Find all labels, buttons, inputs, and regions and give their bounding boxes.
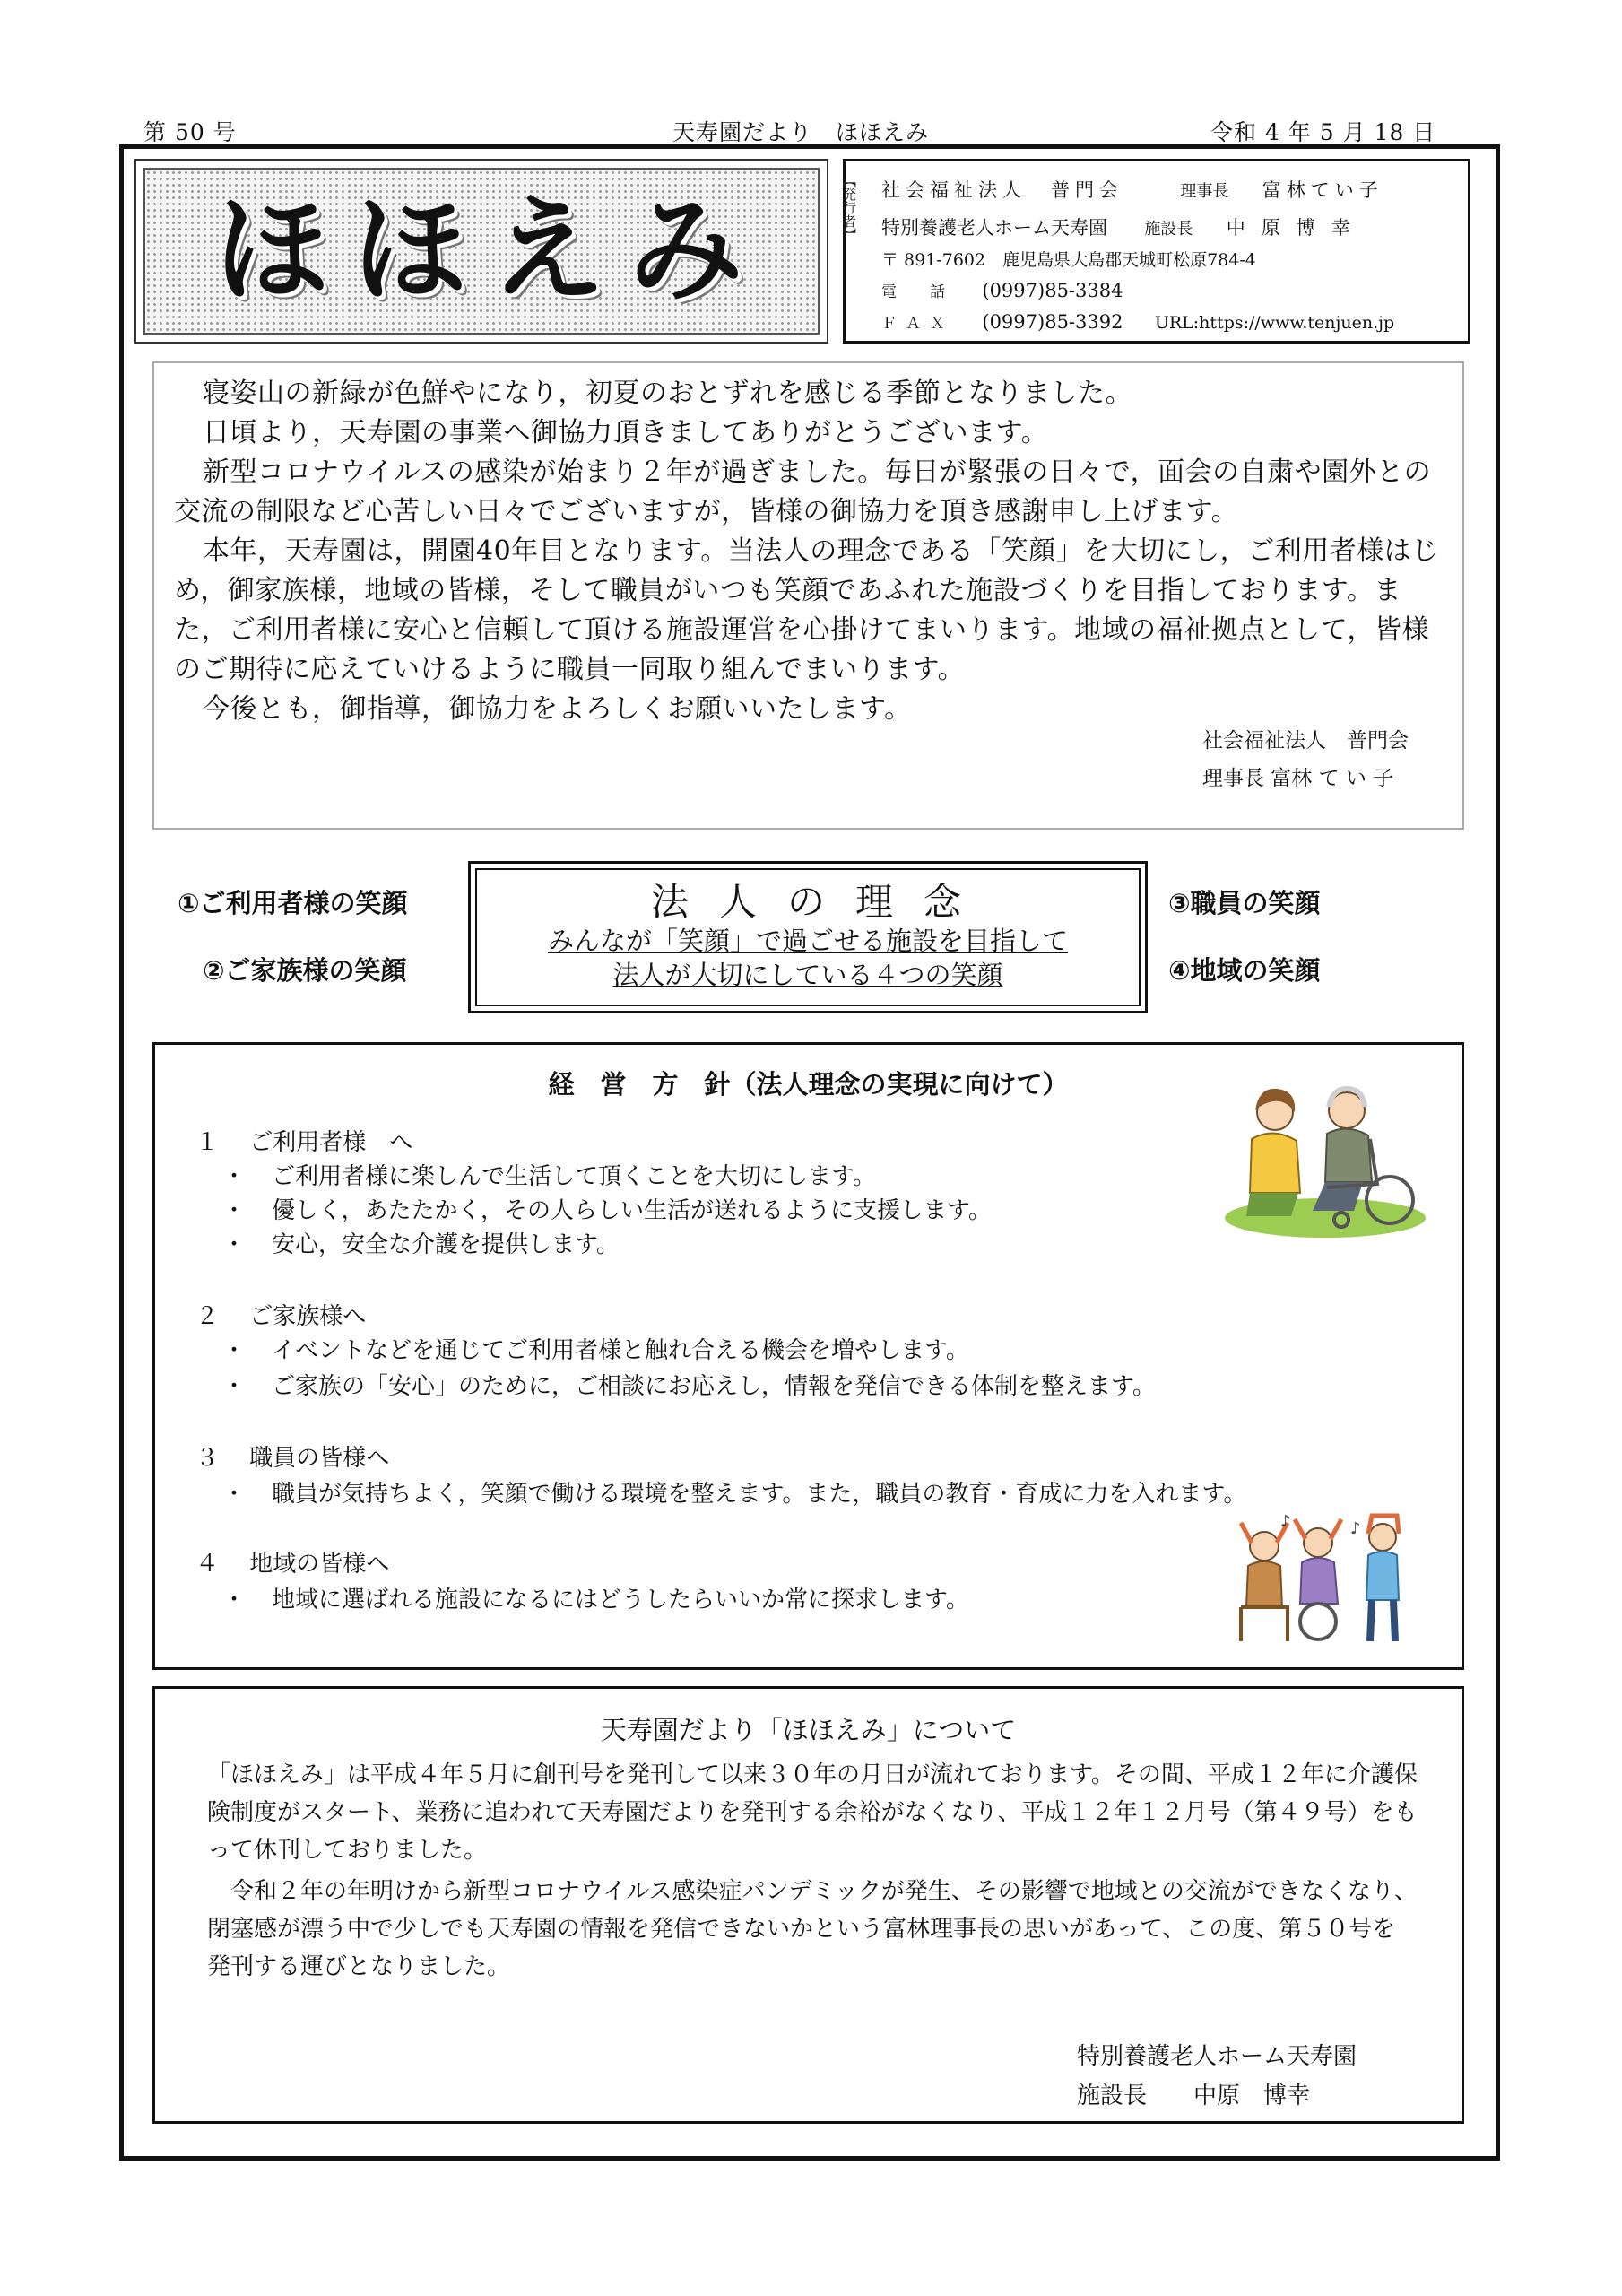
publisher-facility-row xyxy=(881,213,1366,240)
policy-item-text: 地域に選ばれる施設になるにはどうしたらいいか常に探求します。 xyxy=(272,1587,969,1613)
about-signature xyxy=(1077,2037,1357,2116)
bullet: ・ xyxy=(222,1163,247,1190)
music-note-icon: ♪ xyxy=(1280,1512,1291,1531)
policy-item-text: ご利用者様に楽しんで生活して頂くことを大切にします。 xyxy=(272,1163,876,1190)
chair-name: 富林てい子 xyxy=(1262,179,1383,201)
issue-number: 第 50 号 xyxy=(143,119,237,145)
policy-item-text: 安心，安全な介護を提供します。 xyxy=(272,1231,620,1258)
caregiver-figure xyxy=(1246,1089,1300,1216)
greeting-paragraph: 今後とも，御指導，御協力をよろしくお願いいたします。 xyxy=(203,693,912,725)
publisher-tel-row xyxy=(881,279,1123,301)
bullet: ・ xyxy=(222,1373,247,1400)
greeting-message xyxy=(152,361,1464,830)
publisher-info xyxy=(843,159,1470,344)
music-note-icon: ♪ xyxy=(1350,1519,1361,1538)
policy-item-text: イベントなどを通じてご利用者様と触れ合える機会を増やします。 xyxy=(272,1337,969,1364)
policy-item-text: ご家族の「安心」のために，ご相談にお応えし，情報を発信できる体制を整えます。 xyxy=(272,1373,1156,1400)
signature-name: 理事長 富林 て い 子 xyxy=(1202,767,1394,790)
website-url[interactable]: URL:https://www.tenjuen.jp xyxy=(1154,313,1395,333)
signature-org: 社会福祉法人 普門会 xyxy=(1202,729,1409,752)
standing-staff xyxy=(1366,1516,1399,1641)
about-newsletter xyxy=(152,1686,1464,2124)
smile-community: ④地域の笑顔 xyxy=(1168,955,1321,986)
philosophy-subtitle: 法人が大切にしている４つの笑顔 xyxy=(612,960,1003,990)
seated-person-1 xyxy=(1241,1523,1288,1641)
publisher-address: 〒 891-7602 鹿児島県大島郡天城町松原784-4 xyxy=(881,250,1256,270)
bullet: ・ xyxy=(222,1587,247,1613)
policy-item xyxy=(222,1332,969,1365)
greeting-paragraph: 新型コロナウイルスの感染が始まり２年が過ぎました。毎日が緊張の日々で，面会の自粛や園外との交流の制限など心苦しい日々でございますが，皆様の御協力を頂き感謝申し上げます。 xyxy=(174,457,1432,527)
facility-name: 特別養護老人ホーム天寿園 xyxy=(881,217,1107,239)
publisher-org: 社会福祉法人 普門会 xyxy=(881,179,1123,201)
bullet: ・ xyxy=(222,1337,247,1364)
bullet: ・ xyxy=(222,1231,247,1258)
bullet: ・ xyxy=(222,1197,247,1224)
policy-item-text: 優しく，あたたかく，その人らしい生活が送れるように支援します。 xyxy=(272,1197,992,1224)
policy-item xyxy=(222,1475,1246,1509)
publisher-org-row xyxy=(881,176,1383,203)
issue-date: 令和 4 年 5 月 18 日 xyxy=(1210,119,1436,145)
about-paragraph: 令和２年の年明けから新型コロナウイルス感染症パンデミックが発生、その影響で地域との交流ができなくなり、閉塞感が漂う中で少しでも天寿園の情報を発信できないかという富林理事長の思いがあって、この度、第５０号を発刊する運びとなりました。 xyxy=(207,1878,1418,1980)
policy-item xyxy=(222,1581,969,1614)
smile-families: ②ご家族様の笑顔 xyxy=(203,955,407,986)
publisher-fax-row xyxy=(881,310,1394,333)
masthead-dotted-panel xyxy=(143,168,820,335)
newsletter-header-title: 天寿園だより ほほえみ xyxy=(672,119,930,145)
policy-title: 経 営 方 針（法人理念の実現に向けて） xyxy=(548,1069,1069,1100)
policy-heading: ２ ご家族様へ xyxy=(195,1303,367,1330)
about-paragraph: 「ほほえみ」は平成４年５月に創刊号を発刊して以来３０年の月日が流れております。その間、平成１２年に介護保険制度がスタート、業務に追われて天寿園だよりを発刊する余裕がなくなり、平成１２年１２月号（第４９号）をもって休刊しておりました。 xyxy=(207,1761,1418,1864)
policy-item xyxy=(222,1158,876,1191)
philosophy-subtitle: みんなが「笑顔」で過ごせる施設を目指して xyxy=(547,926,1068,956)
tel-number: (0997)85-3384 xyxy=(982,280,1123,301)
caregiver-wheelchair-illustration xyxy=(1219,1076,1430,1239)
philosophy-inner-frame xyxy=(475,868,1141,1006)
policy-item xyxy=(222,1368,1156,1401)
seated-person-2 xyxy=(1295,1519,1341,1639)
smile-staff: ③職員の笑顔 xyxy=(1168,888,1321,918)
philosophy-box xyxy=(468,861,1148,1013)
smile-users: ①ご利用者様の笑顔 xyxy=(178,888,408,918)
chair-title: 理事長 xyxy=(1180,182,1229,201)
greeting-paragraph: 寝姿山の新緑が色鮮やになり，初夏のおとずれを感じる季節となりました。 xyxy=(203,378,1132,409)
greeting-paragraph: 本年，天寿園は，開園40年目となります。当法人の理念である「笑顔」を大切にし，ご利用者様はじめ，御家族様，地域の皆様，そして職員がいつも笑顔であふれた施設づくりを目指しております。また，ご利用者様に安心と信頼して頂ける施設運営を心掛けてまいります。地域の福祉拠点として，皆様のご期待に応えていけるように職員一同取り組んでまいります。 xyxy=(174,535,1439,685)
greeting-paragraph: 日頃より，天寿園の事業へ御協力頂きましてありがとうございます。 xyxy=(203,417,1049,448)
about-signature-name: 施設長 中原 博幸 xyxy=(1077,2083,1311,2109)
bullet: ・ xyxy=(222,1481,247,1508)
policy-item xyxy=(222,1226,620,1259)
greeting-signature xyxy=(1202,722,1409,797)
fax-label: ＦＡＸ xyxy=(881,315,954,333)
director-name: 中原博幸 xyxy=(1226,217,1366,239)
policy-heading: ３ 職員の皆様へ xyxy=(195,1445,390,1472)
director-title: 施設長 xyxy=(1144,220,1193,239)
policy-item xyxy=(222,1192,992,1225)
policy-heading: ４ 地域の皆様へ xyxy=(195,1551,390,1578)
masthead-title: ほほえみ xyxy=(213,184,767,317)
elderly-figure xyxy=(1313,1089,1372,1211)
fax-number: (0997)85-3392 xyxy=(982,311,1123,333)
publisher-label: 【発行者】 xyxy=(841,174,857,241)
group-exercise-illustration xyxy=(1228,1507,1430,1646)
tel-label: 電 話 xyxy=(881,283,954,301)
policy-item-text: 職員が気持ちよく，笑顔で働ける環境を整えます。また，職員の教育・育成に力を入れます。 xyxy=(272,1481,1247,1508)
about-title: 天寿園だより「ほほえみ」について xyxy=(600,1715,1017,1745)
masthead xyxy=(134,159,828,344)
philosophy-title: 法人の理念 xyxy=(650,880,992,924)
policy-heading: １ ご利用者様 へ xyxy=(195,1129,413,1156)
about-signature-facility: 特別養護老人ホーム天寿園 xyxy=(1077,2043,1357,2070)
